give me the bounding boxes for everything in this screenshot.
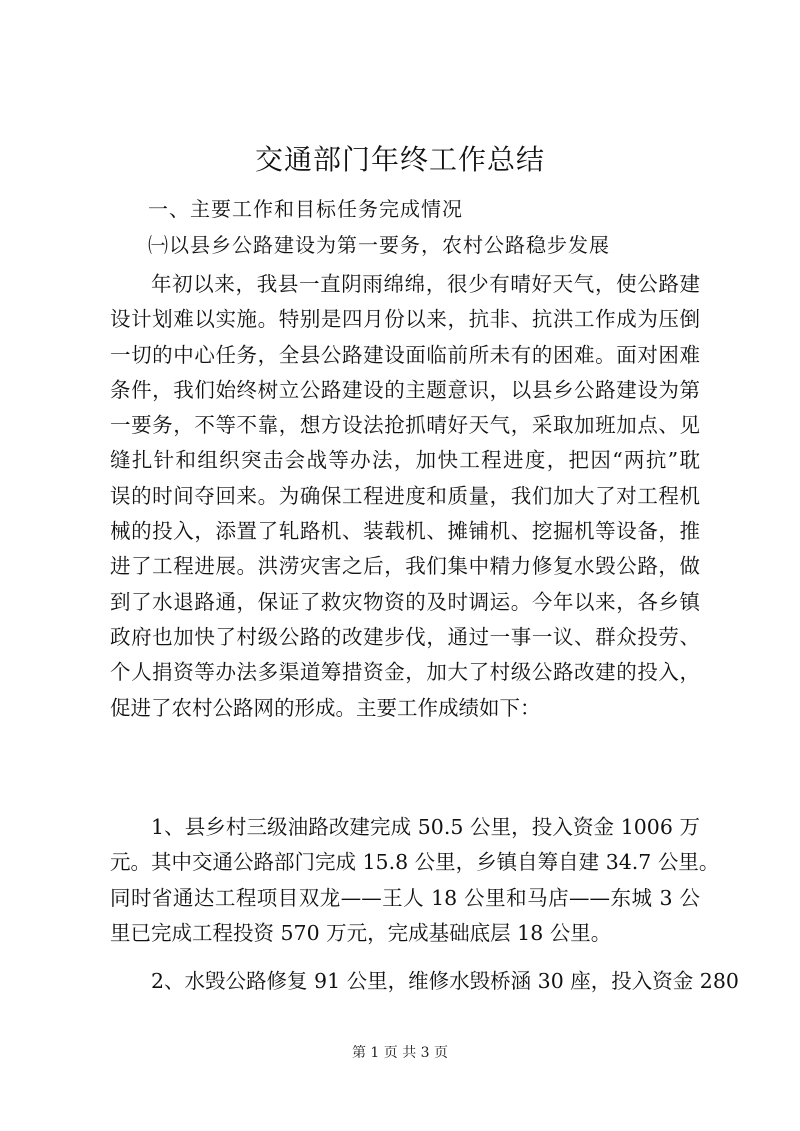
paragraph-line: 一切的中心任务，全县公路建设面临前所未有的困难。面对困难 bbox=[110, 342, 700, 367]
paragraph-line: 促进了农村公路网的形成。主要工作成绩如下： bbox=[110, 695, 541, 720]
paragraph-line: 1、县乡村三级油路改建完成 50.5 公里，投入资金 1006 万 bbox=[151, 815, 700, 839]
paragraph-line: 条件，我们始终树立公路建设的主题意识，以县乡公路建设为第 bbox=[110, 377, 700, 402]
paragraph-line: 里已完成工程投资 570 万元，完成基础底层 18 公里。 bbox=[110, 920, 612, 945]
paragraph-line: 误的时间夺回来。为确保工程进度和质量，我们加大了对工程机 bbox=[110, 483, 700, 508]
paragraph-line: 年初以来，我县一直阴雨绵绵，很少有晴好天气，使公路建 bbox=[151, 272, 700, 296]
paragraph-1 bbox=[110, 267, 700, 726]
paragraph-line: 械的投入，添置了轧路机、装载机、摊铺机、挖掘机等设备，推 bbox=[110, 519, 700, 544]
paragraph-line: 个人捐资等办法多渠道筹措资金，加大了村级公路改建的投入， bbox=[110, 660, 700, 685]
paragraph-line: 一要务，不等不靠，想方设法抢抓晴好天气，采取加班加点、见 bbox=[110, 413, 700, 438]
section-heading: 一、主要工作和目标任务完成情况 bbox=[148, 197, 463, 221]
paragraph-2 bbox=[110, 810, 720, 951]
paragraph-line: 2、水毁公路修复 91 公里，维修水毁桥涵 30 座，投入资金 280 bbox=[151, 969, 739, 993]
paragraph-line: 同时省通达工程项目双龙——王人 18 公里和马店——东城 3 公 bbox=[110, 885, 700, 910]
paragraph-line: 元。其中交通公路部门完成 15.8 公里，乡镇自筹自建 34.7 公里。 bbox=[110, 850, 720, 875]
document-title: 交通部门年终工作总结 bbox=[254, 143, 545, 176]
subsection-heading: ㈠以县乡公路建设为第一要务，农村公路稳步发展 bbox=[148, 233, 610, 257]
paragraph-line: 设计划难以实施。特别是四月份以来，抗非、抗洪工作成为压倒 bbox=[110, 307, 700, 332]
paragraph-3 bbox=[110, 964, 739, 999]
paragraph-line: 到了水退路通，保证了救灾物资的及时调运。今年以来，各乡镇 bbox=[110, 589, 700, 614]
paragraph-line: 政府也加快了村级公路的改建步伐，通过一事一议、群众投劳、 bbox=[110, 624, 700, 649]
page-number-footer: 第 1 页 共 3 页 bbox=[351, 1045, 449, 1061]
paragraph-line: 进了工程进展。洪涝灾害之后，我们集中精力修复水毁公路，做 bbox=[110, 554, 700, 579]
paragraph-line: 缝扎针和组织突击会战等办法，加快工程进度，把因“两抗”耽 bbox=[110, 448, 700, 473]
